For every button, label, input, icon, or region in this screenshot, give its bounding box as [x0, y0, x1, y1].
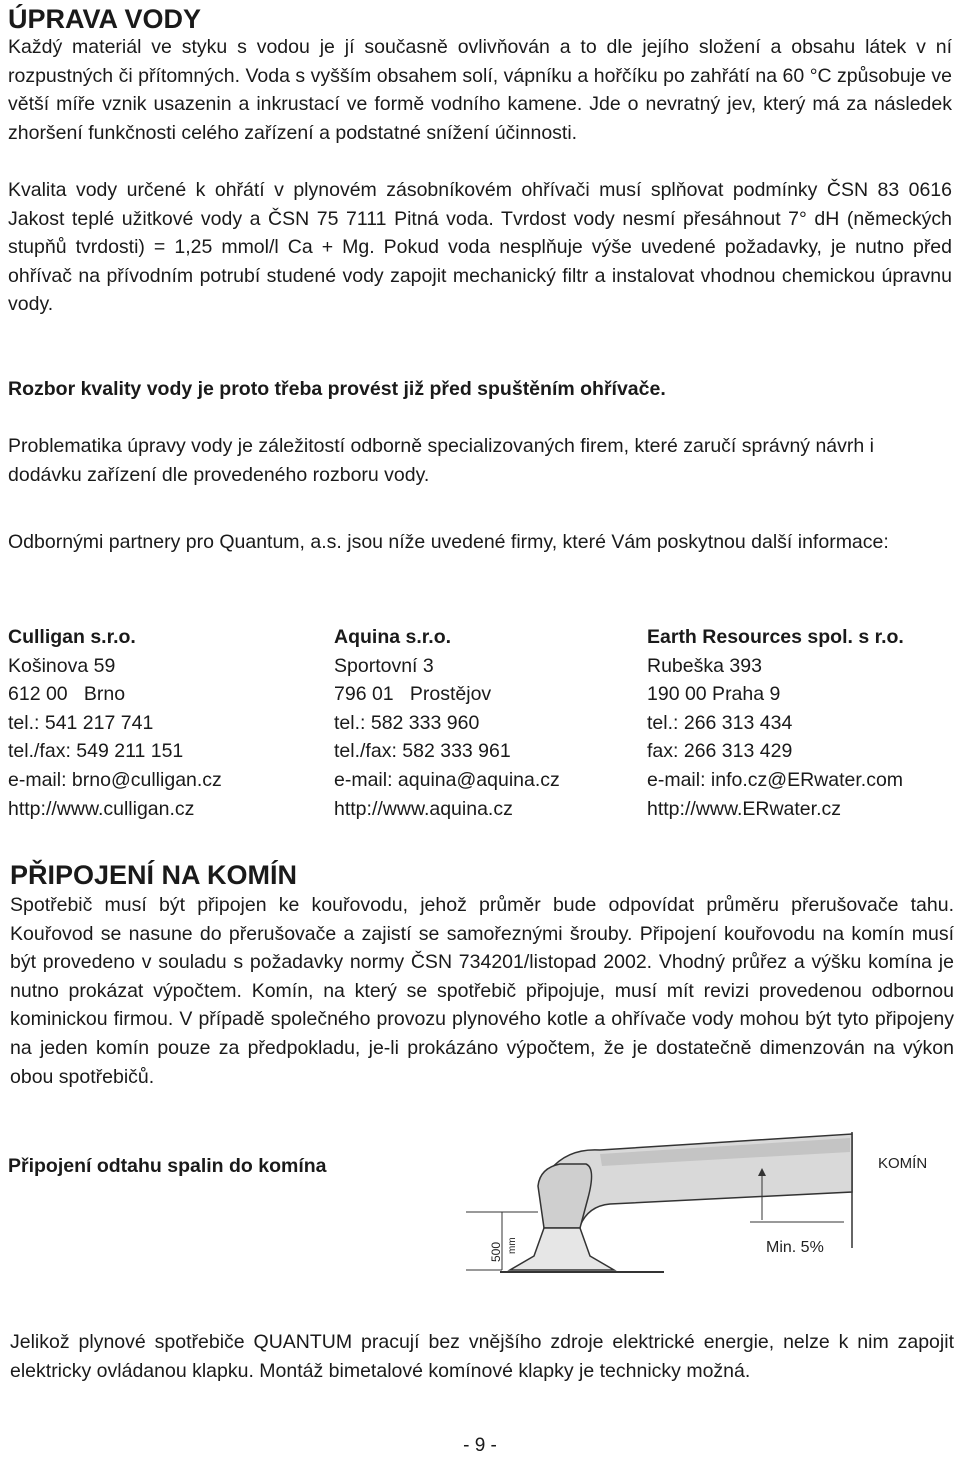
partner-culligan: [8, 623, 222, 823]
partner-tel: tel.: 266 313 434: [647, 711, 793, 734]
chimney-label: KOMÍN: [878, 1155, 928, 1172]
partner-fax: tel./fax: 549 211 151: [8, 740, 184, 763]
partner-aquina: [334, 623, 560, 823]
partner-name: Culligan s.r.o.: [8, 626, 136, 648]
section-title-water-treatment: ÚPRAVA VODY: [8, 4, 202, 34]
draft-diverter: [510, 1228, 614, 1270]
partner-name: Aquina s.r.o.: [334, 626, 452, 648]
paragraph-water-intro: Každý materiál ve styku s vodou je jí současně ovlivňován a to dle jejího složení a obsahu látek v ní rozpustných či přítomných. Voda s vyšším obsahem solí, vápníku a hořčíku po zahřátí na 60 °C způsobuje ve větší míře vznik usazenin a inkrustací ve formě vodního kamene. Jde o nevratný jev, který má za následek zhoršení funkčnosti celého zařízení a podstatné snížení účinnosti.: [8, 36, 952, 144]
paragraph-electrical-damper: Jelikož plynové spotřebiče QUANTUM pracují bez vnějšího zdroje elektrické energie, nelze k nim zapojit elektricky ovládanou klapku. Montáž bimetalové komínové klapky je technicky možná.: [10, 1331, 954, 1382]
partner-city: 612 00 Brno: [8, 683, 126, 706]
partner-tel: tel.: 582 333 960: [334, 711, 480, 734]
slope-label: Min. 5%: [766, 1239, 824, 1256]
partner-street: Košinova 59: [8, 654, 116, 677]
partner-street: Sportovní 3: [334, 654, 434, 677]
dimension-value: 500: [489, 1241, 503, 1262]
partner-email[interactable]: e-mail: aquina@aquina.cz: [334, 768, 560, 791]
partner-web[interactable]: http://www.ERwater.cz: [647, 797, 841, 820]
partner-email[interactable]: e-mail: brno@culligan.cz: [8, 768, 222, 791]
section-title-chimney: PŘIPOJENÍ NA KOMÍN: [10, 860, 298, 890]
paragraph-partners-intro: Odbornými partnery pro Quantum, a.s. jsou níže uvedené firmy, které Vám poskytnou další informace:: [8, 531, 889, 553]
partner-fax: tel./fax: 582 333 961: [334, 740, 511, 763]
paragraph-water-specialists: Problematika úpravy vody je záležitostí odborně specializovaných firem, které zaručí správný návrh i dodávku zařízení dle provedeného rozboru vody.: [8, 435, 874, 486]
partner-web[interactable]: http://www.aquina.cz: [334, 797, 513, 820]
partner-fax: fax: 266 313 429: [647, 740, 793, 763]
partner-name: Earth Resources spol. s r.o.: [647, 626, 904, 648]
figure-title: Připojení odtahu spalin do komína: [8, 1155, 327, 1177]
partner-city: 796 01 Prostějov: [334, 683, 492, 706]
flue-diagram: [440, 1128, 960, 1308]
paragraph-water-quality: Kvalita vody určené k ohřátí v plynovém zásobníkovém ohřívači musí splňovat podmínky ČSN 83 0616 Jakost teplé užitkové vody a ČSN 75 7111 Pitná voda. Tvrdost vody nesmí přesáhnout 7° dH (německých stupňů tvrdosti) = 1,25 mmol/l Ca + Mg. Pokud voda nesplňuje výše uvedené požadavky, je nutno před ohřívač na přívodním potrubí studené vody zapojit mechanický filtr a instalovat vhodnou chemickou úpravnu vody.: [8, 179, 952, 316]
partner-earth-resources: [647, 623, 904, 823]
partner-tel: tel.: 541 217 741: [8, 711, 154, 734]
partner-street: Rubeška 393: [647, 654, 762, 677]
partner-city: 190 00 Praha 9: [647, 683, 781, 706]
dimension-unit: mm: [507, 1237, 518, 1254]
paragraph-bold-note: Rozbor kvality vody je proto třeba provést již před spuštěním ohřívače.: [8, 378, 666, 400]
paragraph-chimney-connection: Spotřebič musí být připojen ke kouřovodu, jehož průměr bude odpovídat průměru přerušovače tahu. Kouřovod se nasune do přerušovače a zajistí se samořeznými šrouby. Připojení kouřovodu na komín musí být provedeno v souladu s požadavky normy ČSN 734201/listopad 2002. Vhodný průřez a výšku komína je nutno prokázat výpočtem. Komín, na který se spotřebič připojuje, musí mít revizi provedenou odbornou kominickou firmou. V případě společného provozu plynového kotle a ohřívače vody mohou být tyto připojeny na jeden komín pouze za předpokladu, je-li prokázáno výpočtem, že je dostatečně dimenzován na výkon obou spotřebičů.: [10, 894, 954, 1088]
partner-web[interactable]: http://www.culligan.cz: [8, 797, 195, 820]
partner-email[interactable]: e-mail: info.cz@ERwater.com: [647, 768, 904, 791]
page-number: - 9 -: [463, 1435, 497, 1456]
